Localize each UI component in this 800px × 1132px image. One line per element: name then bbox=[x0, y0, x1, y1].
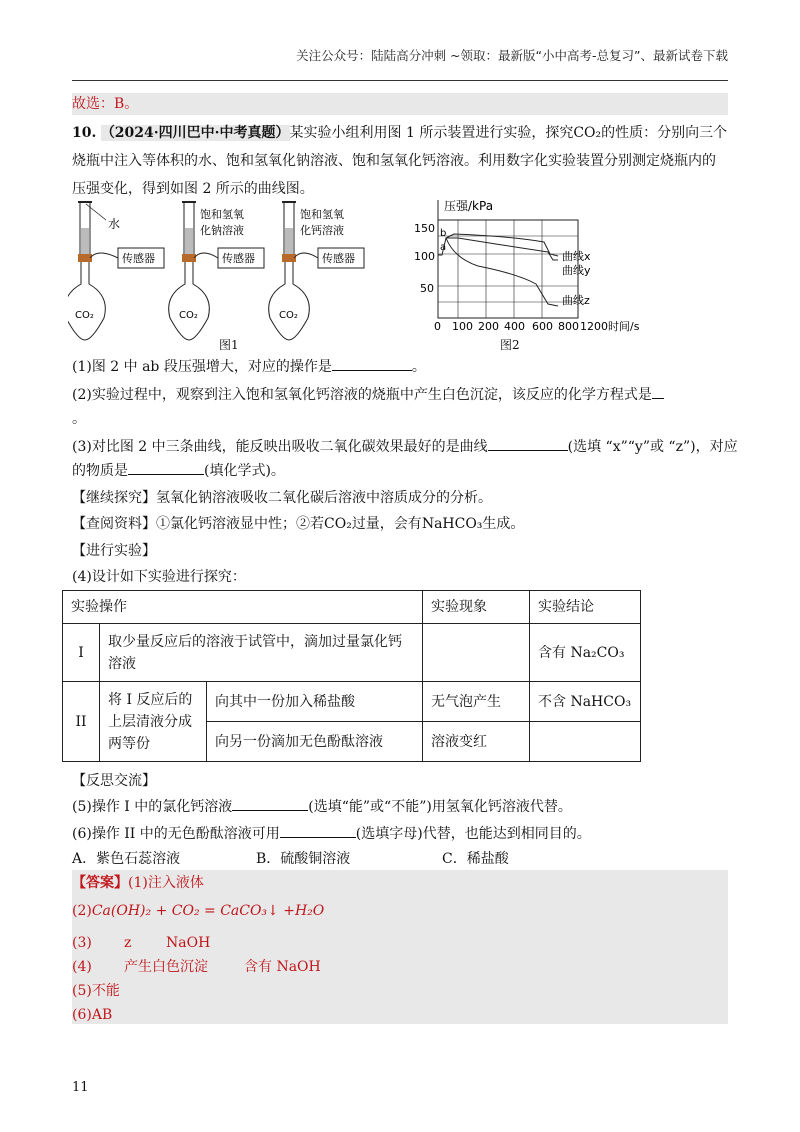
y-axis-label: 压强/kPa bbox=[444, 199, 494, 213]
sensor-label: 传感器 bbox=[222, 252, 255, 265]
question-2-end: 。 bbox=[72, 411, 86, 427]
flask-co2-label: CO₂ bbox=[75, 310, 94, 321]
row-id: II bbox=[63, 682, 100, 762]
answer-3-curve: z bbox=[124, 935, 132, 951]
x-tick: 200 bbox=[478, 320, 499, 332]
curve-z bbox=[446, 238, 558, 306]
formula-nahco3: NaHCO₃ bbox=[421, 516, 483, 532]
plot-grid bbox=[438, 200, 578, 318]
point-a: a bbox=[440, 242, 447, 253]
row-conclusion bbox=[530, 722, 641, 762]
row-phenomenon: 溶液变红 bbox=[423, 722, 530, 762]
info-text: 【查阅资料】①氯化钙溶液显中性；②若 bbox=[72, 516, 324, 532]
header-operation: 实验操作 bbox=[63, 591, 423, 624]
q3-end-2: (填化学式)。 bbox=[204, 463, 285, 479]
header-phenomenon: 实验现象 bbox=[423, 591, 530, 624]
x-tick: 100 bbox=[452, 320, 473, 332]
page-number: 11 bbox=[72, 1080, 89, 1095]
q5-text: (5)操作 I 中的氯化钙溶液 bbox=[72, 799, 233, 815]
q1-text: (1)图 2 中 ab 段压强增大，对应的操作是 bbox=[72, 359, 332, 375]
option-c: C．稀盐酸 bbox=[442, 851, 509, 867]
answer-line-2 bbox=[72, 900, 324, 922]
table-header-row bbox=[63, 591, 641, 624]
info-text-2: 过量，会有 bbox=[351, 516, 422, 532]
flask-co2-label: CO₂ bbox=[179, 310, 198, 321]
row-operation: 将 I 反应后的上层清液分成两等份 bbox=[100, 682, 207, 762]
question-5 bbox=[72, 796, 728, 818]
option-a: A．紫色石蕊溶液 bbox=[72, 851, 181, 867]
sensor-label: 传感器 bbox=[322, 252, 355, 265]
stem-part: 某实验小组利用图 1 所示装置进行实验，探究 bbox=[289, 125, 574, 141]
curve-x-label: 曲线x bbox=[562, 250, 591, 263]
x-tick: 400 bbox=[504, 320, 525, 332]
q1-blank[interactable] bbox=[332, 356, 412, 371]
reflection-title: 【反思交流】 bbox=[72, 773, 156, 789]
y-tick: 150 bbox=[414, 222, 435, 235]
answer-block bbox=[72, 870, 728, 1024]
q3-text: (3)对比图 2 中三条曲线，能反映出吸收二氧化碳效果最好的是曲线 bbox=[72, 439, 488, 455]
answer-4-phenomenon: 产生白色沉淀 bbox=[124, 959, 208, 975]
question-stem-line3: 压强变化，得到如图 2 所示的曲线图。 bbox=[72, 181, 314, 197]
option-b: B．硫酸铜溶液 bbox=[256, 851, 351, 867]
question-6 bbox=[72, 823, 728, 845]
answer-label: 【答案】 bbox=[72, 875, 128, 891]
question-3-line2 bbox=[72, 460, 728, 482]
row-phenomenon: 无气泡产生 bbox=[423, 682, 530, 722]
answer-2-equation: Ca(OH)₂ + CO₂ = CaCO₃↓ +H₂O bbox=[91, 903, 325, 919]
continue-explore: 【继续探究】氢氧化钠溶液吸收二氧化碳后溶液中溶质成分的分析。 bbox=[72, 490, 492, 506]
question-source: （2024·四川巴中·中考真题） bbox=[100, 125, 290, 141]
answer-3-num: (3) bbox=[72, 935, 92, 951]
point-b: b bbox=[440, 228, 447, 239]
y-tick: 100 bbox=[414, 250, 435, 263]
question-2 bbox=[72, 384, 728, 406]
q3-blank-2[interactable] bbox=[128, 460, 204, 475]
formula-co2: CO₂ bbox=[573, 125, 602, 141]
flask-co2-label: CO₂ bbox=[279, 310, 298, 321]
answer-1: (1)注入液体 bbox=[128, 875, 204, 891]
stem-part: 的性质：分别向三个 bbox=[601, 125, 728, 141]
label-water: 水 bbox=[108, 217, 121, 231]
q6-end: (选填字母)代替，也能达到相同目的。 bbox=[355, 826, 591, 842]
answer-3-formula: NaOH bbox=[166, 935, 211, 951]
row-phenomenon bbox=[423, 624, 530, 682]
row-conclusion: 不含 NaHCO₃ bbox=[530, 682, 641, 722]
table-row bbox=[63, 624, 641, 682]
x-axis-label: 时间/s bbox=[608, 320, 640, 332]
figure-1-caption: 图1 bbox=[219, 338, 239, 352]
answer-line-4 bbox=[72, 956, 372, 978]
curve-z-label: 曲线z bbox=[562, 294, 590, 307]
answer-line-3 bbox=[72, 932, 372, 954]
answer-6: (6)AB bbox=[72, 1007, 113, 1023]
info-text-3: 生成。 bbox=[482, 516, 525, 532]
table-row bbox=[63, 682, 641, 722]
sub-operation: 向其中一份加入稀盐酸 bbox=[207, 682, 423, 722]
x-tick: 800 bbox=[558, 320, 579, 332]
figure-2-chart bbox=[408, 198, 648, 332]
curve-y-label: 曲线y bbox=[562, 264, 591, 277]
y-tick: 50 bbox=[420, 282, 434, 295]
row-id: I bbox=[63, 624, 100, 682]
answer-4-conclusion: 含有 NaOH bbox=[244, 959, 321, 975]
q6-text: (6)操作 II 中的无色酚酞溶液可用 bbox=[72, 826, 280, 842]
label-caoh2-2: 化钙溶液 bbox=[300, 224, 344, 237]
question-stem-line1 bbox=[72, 122, 728, 144]
answer-4-num: (4) bbox=[72, 959, 92, 975]
question-stem-line2: 烧瓶中注入等体积的水、饱和氢氧化钠溶液、饱和氢氧化钙溶液。利用数字化实验装置分别测定烧瓶内的 bbox=[72, 153, 716, 169]
label-caoh2-1: 饱和氢氧 bbox=[300, 208, 344, 221]
answer-5: (5)不能 bbox=[72, 983, 120, 999]
q3-end: (选填 “x”“y”或 “z”)，对应 bbox=[567, 439, 738, 455]
answer-line-1 bbox=[72, 872, 204, 894]
x-tick: 1200 bbox=[580, 320, 608, 332]
q3-text-2: 的物质是 bbox=[72, 463, 128, 479]
x-tick: 600 bbox=[532, 320, 553, 332]
label-naoh-1: 饱和氢氧 bbox=[200, 208, 244, 221]
experiment-table bbox=[62, 590, 641, 762]
formula-co2: CO₂ bbox=[324, 516, 352, 532]
q1-end: 。 bbox=[411, 359, 426, 375]
row-conclusion: 含有 Na₂CO₃ bbox=[530, 624, 641, 682]
question-4: (4)设计如下实验进行探究： bbox=[72, 569, 246, 585]
q2-text: (2)实验过程中，观察到注入饱和氢氧化钙溶液的烧瓶中产生白色沉淀，该反应的化学方程式是 bbox=[72, 387, 652, 403]
prev-answer: 故选：B。 bbox=[72, 93, 728, 115]
label-naoh-2: 化钠溶液 bbox=[200, 224, 244, 237]
header-conclusion: 实验结论 bbox=[530, 591, 641, 624]
figure-1-apparatus bbox=[68, 198, 388, 350]
page-header: 关注公众号：陆陆高分冲刺 ~领取：最新版“小中高考-总复习”、最新试卷下载 bbox=[296, 48, 728, 63]
header-divider bbox=[72, 80, 728, 81]
sensor-label: 传感器 bbox=[122, 252, 155, 265]
q5-end: (选填“能”或“不能”)用氢氧化钙溶液代替。 bbox=[308, 799, 572, 815]
q3-blank-1[interactable] bbox=[488, 436, 568, 451]
question-1 bbox=[72, 356, 728, 378]
question-3-line1 bbox=[72, 436, 738, 458]
x-tick: 0 bbox=[434, 320, 441, 332]
reference-info bbox=[72, 513, 728, 535]
q2-blank[interactable] bbox=[652, 384, 664, 399]
q5-blank[interactable] bbox=[232, 796, 308, 811]
q6-blank[interactable] bbox=[280, 823, 356, 838]
row-operation: 取少量反应后的溶液于试管中，滴加过量氯化钙溶液 bbox=[100, 624, 423, 682]
question-number: 10. bbox=[72, 125, 97, 141]
figure-2-caption: 图2 bbox=[500, 338, 520, 352]
answer-2-prefix: (2) bbox=[72, 903, 92, 919]
experiment-title: 【进行实验】 bbox=[72, 543, 156, 559]
sub-operation: 向另一份滴加无色酚酞溶液 bbox=[207, 722, 423, 762]
